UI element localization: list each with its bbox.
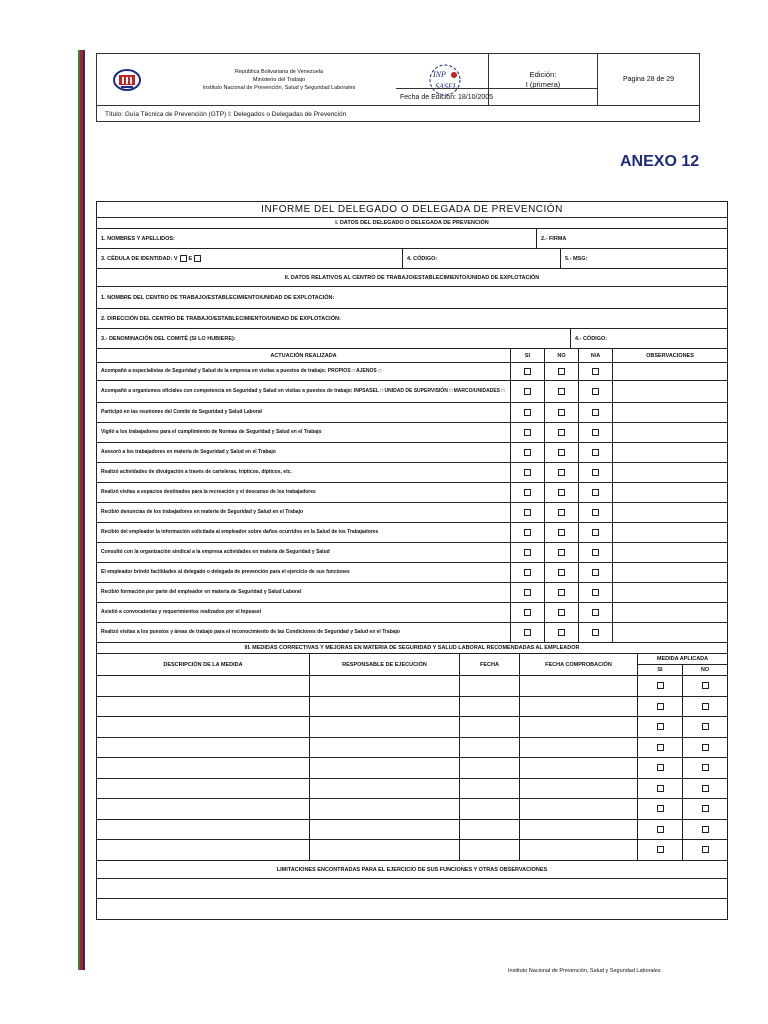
section-2-heading: II. DATOS RELATIVOS AL CENTRO DE TRABAJO/ESTABLECIMIENTO/UNIDAD DE EXPLOTACIÓN <box>97 269 727 287</box>
action-na-cell <box>579 381 613 402</box>
action-label: Acompañó a organismos oficiales con competencia en Seguridad y Salud en visitas a puestos de trabajo: INPSASEL □ UNIDAD DE SUPERVISIÓN □ MARCO/UNIDADES □ <box>97 381 511 402</box>
checkbox-applied-si[interactable] <box>657 723 664 730</box>
table-row <box>97 363 727 381</box>
table-row <box>97 563 727 583</box>
action-label: Consultó con la organización sindical a la empresa actividades en materia de Seguridad y Salud <box>97 543 511 562</box>
measure-description-cell[interactable] <box>97 840 310 860</box>
institute-name: Instituto Nacional de Prevención, Salud y Seguridad Laborales <box>202 84 356 91</box>
workplace-address-field[interactable]: 2. DIRECCIÓN DEL CENTRO DE TRABAJO/ESTABLECIMIENTO/UNIDAD DE EXPLOTACIÓN: <box>101 315 341 322</box>
action-na-cell <box>579 403 613 422</box>
checkbox-applied-no[interactable] <box>702 744 709 751</box>
action-no-cell <box>545 423 579 442</box>
action-no-cell <box>545 403 579 422</box>
checkbox-no[interactable] <box>558 388 565 395</box>
action-no-cell <box>545 563 579 582</box>
checkbox-na[interactable] <box>592 509 599 516</box>
responsible-header: RESPONSABLE DE EJECUCIÓN <box>310 654 460 675</box>
verification-date-cell[interactable] <box>520 799 638 819</box>
svg-text:INP: INP <box>432 69 446 79</box>
checkbox-si[interactable] <box>524 469 531 476</box>
section-1-heading: I. DATOS DEL DELEGADO O DELEGADA DE PREVENCIÓN <box>97 218 727 229</box>
action-na-cell <box>579 483 613 502</box>
checkbox-na[interactable] <box>592 449 599 456</box>
applied-si-cell <box>638 697 683 717</box>
checkbox-na[interactable] <box>592 469 599 476</box>
verification-date-cell[interactable] <box>520 717 638 737</box>
verification-date-cell[interactable] <box>520 779 638 799</box>
action-na-cell <box>579 363 613 380</box>
edition-date: Fecha de Edición: 18/10/2005 <box>396 88 598 106</box>
observations-cell[interactable] <box>613 363 727 380</box>
table-row <box>97 403 727 423</box>
verification-date-cell[interactable] <box>520 738 638 758</box>
measure-description-cell[interactable] <box>97 799 310 819</box>
action-no-cell <box>545 381 579 402</box>
checkbox-si[interactable] <box>524 509 531 516</box>
ministry-logo-icon <box>97 54 157 105</box>
observations-cell[interactable] <box>613 463 727 482</box>
action-si-cell <box>511 423 545 442</box>
applied-no-cell <box>683 676 727 696</box>
action-label: Recibió denuncias de los trabajadores en materia de Seguridad y Salud en el Trabajo <box>97 503 511 522</box>
verification-date-header: FECHA COMPROBACIÓN <box>520 654 638 675</box>
action-no-cell <box>545 623 579 642</box>
id-card-e-label: E <box>188 255 193 262</box>
id-card-label: 3. CÉDULA DE IDENTIDAD: V <box>101 255 178 262</box>
table-row <box>97 676 727 697</box>
date-cell[interactable] <box>460 820 520 840</box>
checkbox-no[interactable] <box>558 549 565 556</box>
action-si-cell <box>511 363 545 380</box>
action-label: Recibió del empleador la información solicitada al empleador sobre daños ocurridos en la Salud de los Trabajadores <box>97 523 511 542</box>
table-row <box>97 799 727 820</box>
table-row <box>97 381 727 403</box>
checkbox-applied-si[interactable] <box>657 764 664 771</box>
applied-si-cell <box>638 758 683 778</box>
id-card-field[interactable] <box>97 249 403 268</box>
table-row <box>97 483 727 503</box>
checkbox-applied-no[interactable] <box>702 723 709 730</box>
applied-no-cell <box>683 738 727 758</box>
applied-si-cell <box>638 840 683 860</box>
code-field[interactable]: 4. CÓDIGO: <box>403 249 561 268</box>
applied-no-cell <box>683 717 727 737</box>
verification-date-cell[interactable] <box>520 758 638 778</box>
action-no-cell <box>545 603 579 622</box>
applied-no-cell <box>683 820 727 840</box>
checkbox-no[interactable] <box>558 629 565 636</box>
measure-description-cell[interactable] <box>97 820 310 840</box>
table-row <box>97 503 727 523</box>
table-row <box>97 583 727 603</box>
table-row <box>97 623 727 643</box>
observations-cell[interactable] <box>613 563 727 582</box>
names-field[interactable]: 1. NOMBRES Y APELLIDOS: <box>97 229 537 248</box>
action-label: Realizó visitas a los puestos y áreas de trabajo para el reconocimiento de las Condiciones de Seguridad y Salud en el Trabajo <box>97 623 511 642</box>
action-si-cell <box>511 483 545 502</box>
checkbox-si[interactable] <box>524 368 531 375</box>
table-row <box>97 603 727 623</box>
si-column-header: SI <box>511 349 545 362</box>
measure-description-cell[interactable] <box>97 676 310 696</box>
country-name: República Bolivariana de Venezuela <box>234 68 324 75</box>
observations-column-header: OBSERVACIONES <box>646 352 694 359</box>
action-label: Acompañó a especialistas de Seguridad y Salud de la empresa en visitas a puestos de trabajo: PROPIOS □ AJENOS □ <box>97 363 511 380</box>
observations-cell[interactable] <box>613 523 727 542</box>
checkbox-na[interactable] <box>592 368 599 375</box>
action-na-cell <box>579 523 613 542</box>
workplace-name-field[interactable]: 1. NOMBRE DEL CENTRO DE TRABAJO/ESTABLECIMIENTO/UNIDAD DE EXPLOTACIÓN: <box>101 294 335 301</box>
checkbox-no[interactable] <box>558 589 565 596</box>
checkbox-applied-no[interactable] <box>702 846 709 853</box>
checkbox-no[interactable] <box>558 569 565 576</box>
checkbox-v[interactable] <box>180 255 187 262</box>
checkbox-applied-si[interactable] <box>657 826 664 833</box>
checkbox-applied-si[interactable] <box>657 846 664 853</box>
responsible-cell[interactable] <box>310 779 460 799</box>
action-label: Realizó actividades de divulgación a través de carteleras, trípticos, dípticos, etc. <box>97 463 511 482</box>
actions-table <box>97 363 727 643</box>
checkbox-si[interactable] <box>524 609 531 616</box>
action-si-cell <box>511 563 545 582</box>
observations-cell[interactable] <box>613 443 727 462</box>
table-row <box>97 758 727 779</box>
observations-cell[interactable] <box>613 403 727 422</box>
checkbox-na[interactable] <box>592 429 599 436</box>
checkbox-no[interactable] <box>558 609 565 616</box>
action-si-cell <box>511 443 545 462</box>
signature-field[interactable]: 2.- FIRMA <box>541 235 567 242</box>
checkbox-applied-si[interactable] <box>657 785 664 792</box>
measure-description-cell[interactable] <box>97 779 310 799</box>
action-si-cell <box>511 463 545 482</box>
measure-description-cell[interactable] <box>97 717 310 737</box>
date-cell[interactable] <box>460 676 520 696</box>
date-header: FECHA <box>460 654 520 675</box>
observations-cell[interactable] <box>613 603 727 622</box>
action-no-cell <box>545 443 579 462</box>
action-si-cell <box>511 583 545 602</box>
checkbox-applied-no[interactable] <box>702 805 709 812</box>
applied-si-cell <box>638 820 683 840</box>
checkbox-na[interactable] <box>592 609 599 616</box>
applied-no-cell <box>683 779 727 799</box>
table-row <box>97 840 727 861</box>
action-no-cell <box>545 583 579 602</box>
decorative-side-stripe <box>78 50 85 970</box>
action-label: Participó en las reuniones del Comité de Seguridad y Salud Laboral <box>97 403 511 422</box>
action-no-cell <box>545 463 579 482</box>
checkbox-applied-no[interactable] <box>702 703 709 710</box>
limitations-line[interactable] <box>97 879 727 898</box>
msg-field[interactable]: 5.- MSG: <box>565 255 588 262</box>
date-cell[interactable] <box>460 717 520 737</box>
edition-value: I (primera) <box>525 79 561 89</box>
delegate-report-form <box>96 201 728 920</box>
action-si-cell <box>511 543 545 562</box>
checkbox-si[interactable] <box>524 489 531 496</box>
checkbox-si[interactable] <box>524 589 531 596</box>
date-cell[interactable] <box>460 840 520 860</box>
table-row <box>97 717 727 738</box>
observations-cell[interactable] <box>613 583 727 602</box>
action-si-cell <box>511 403 545 422</box>
date-cell[interactable] <box>460 758 520 778</box>
checkbox-applied-si[interactable] <box>657 682 664 689</box>
checkbox-applied-no[interactable] <box>702 826 709 833</box>
action-na-cell <box>579 503 613 522</box>
observations-cell[interactable] <box>613 503 727 522</box>
applied-si-header: SI <box>638 665 683 675</box>
action-na-cell <box>579 603 613 622</box>
checkbox-si[interactable] <box>524 569 531 576</box>
observations-cell[interactable] <box>613 381 727 402</box>
checkbox-no[interactable] <box>558 429 565 436</box>
observations-cell[interactable] <box>613 623 727 642</box>
table-row <box>97 820 727 841</box>
applied-no-cell <box>683 840 727 860</box>
ministry-name: Ministerio del Trabajo <box>252 76 306 83</box>
action-si-cell <box>511 523 545 542</box>
table-row <box>97 423 727 443</box>
measure-description-cell[interactable] <box>97 697 310 717</box>
checkbox-si[interactable] <box>524 549 531 556</box>
applied-si-cell <box>638 738 683 758</box>
action-si-cell <box>511 503 545 522</box>
applied-si-cell <box>638 717 683 737</box>
action-na-cell <box>579 543 613 562</box>
checkbox-no[interactable] <box>558 469 565 476</box>
observations-cell[interactable] <box>613 483 727 502</box>
checkbox-na[interactable] <box>592 569 599 576</box>
checkbox-si[interactable] <box>524 529 531 536</box>
applied-si-cell <box>638 779 683 799</box>
form-title: INFORME DEL DELEGADO O DELEGADA DE PREVENCIÓN <box>97 202 727 218</box>
checkbox-no[interactable] <box>558 509 565 516</box>
checkbox-no[interactable] <box>558 409 565 416</box>
measure-applied-label: MEDIDA APLICADA <box>638 654 727 665</box>
footer-text: Instituto Nacional de Prevención, Salud y Seguridad Laborales <box>508 968 661 974</box>
action-si-cell <box>511 623 545 642</box>
applied-no-cell <box>683 799 727 819</box>
table-row <box>97 443 727 463</box>
date-cell[interactable] <box>460 779 520 799</box>
checkbox-na[interactable] <box>592 388 599 395</box>
measure-description-cell[interactable] <box>97 738 310 758</box>
action-si-cell <box>511 603 545 622</box>
measure-description-cell[interactable] <box>97 758 310 778</box>
applied-no-cell <box>683 758 727 778</box>
checkbox-e[interactable] <box>194 255 201 262</box>
section-3-heading: III. MEDIDAS CORRECTIVAS Y MEJORAS EN MATERIA DE SEGURIDAD Y SALUD LABORAL RECOMENDADAS AL EMPLEADOR <box>97 643 727 654</box>
page-number: Pagina 28 de 29 <box>623 76 674 83</box>
responsible-cell[interactable] <box>310 799 460 819</box>
checkbox-si[interactable] <box>524 388 531 395</box>
checkbox-na[interactable] <box>592 489 599 496</box>
checkbox-si[interactable] <box>524 629 531 636</box>
svg-text:SASEL: SASEL <box>434 81 457 91</box>
checkbox-no[interactable] <box>558 449 565 456</box>
measures-table <box>97 676 727 861</box>
checkbox-si[interactable] <box>524 449 531 456</box>
applied-si-cell <box>638 799 683 819</box>
table-row <box>97 697 727 718</box>
action-na-cell <box>579 583 613 602</box>
responsible-cell[interactable] <box>310 758 460 778</box>
verification-date-cell[interactable] <box>520 697 638 717</box>
applied-si-cell <box>638 676 683 696</box>
measure-applied-header <box>638 654 727 675</box>
verification-date-cell[interactable] <box>520 840 638 860</box>
action-na-cell <box>579 563 613 582</box>
table-row <box>97 779 727 800</box>
applied-no-header: NO <box>700 667 710 673</box>
responsible-cell[interactable] <box>310 738 460 758</box>
checkbox-na[interactable] <box>592 529 599 536</box>
checkbox-applied-si[interactable] <box>657 744 664 751</box>
guide-title: Título: Guía Técnica de Prevención (GTP) I: Delegados o Delegadas de Prevención <box>105 110 347 118</box>
action-label: Realizó visitas a espacios destinados para la recreación y el descanso de los trabajadores <box>97 483 511 502</box>
table-row <box>97 543 727 563</box>
checkbox-applied-no[interactable] <box>702 764 709 771</box>
checkbox-na[interactable] <box>592 629 599 636</box>
table-row <box>97 738 727 759</box>
action-no-cell <box>545 483 579 502</box>
action-label: Vigiló a los trabajadores para el cumplimiento de Normas de Seguridad y Salud en el Trabajo <box>97 423 511 442</box>
applied-no-cell <box>683 697 727 717</box>
checkbox-applied-no[interactable] <box>702 682 709 689</box>
action-si-cell <box>511 381 545 402</box>
table-row <box>97 523 727 543</box>
action-na-cell <box>579 423 613 442</box>
committee-field[interactable]: 3.- DENOMINACIÓN DEL COMITÉ (SI LO HUBIERE): <box>97 329 571 348</box>
table-row <box>97 463 727 483</box>
action-na-cell <box>579 623 613 642</box>
observations-cell[interactable] <box>613 423 727 442</box>
limitations-line[interactable] <box>97 899 727 919</box>
action-no-cell <box>545 363 579 380</box>
edition-label: Edición: <box>529 69 557 79</box>
action-no-cell <box>545 523 579 542</box>
action-na-cell <box>579 463 613 482</box>
section-4-heading: LIMITACIONES ENCONTRADAS PARA EL EJERCICIO DE SUS FUNCIONES Y OTRAS OBSERVACIONES <box>97 861 727 879</box>
action-no-cell <box>545 503 579 522</box>
action-label: Recibió formación por parte del empleador en materia de Seguridad y Salud Laboral <box>97 583 511 602</box>
checkbox-na[interactable] <box>592 549 599 556</box>
date-cell[interactable] <box>460 738 520 758</box>
na-column-header: N/A <box>579 349 613 362</box>
committee-code-field[interactable]: 4.- CÓDIGO: <box>575 335 608 342</box>
checkbox-applied-si[interactable] <box>657 703 664 710</box>
verification-date-cell[interactable] <box>520 820 638 840</box>
action-no-cell <box>545 543 579 562</box>
annex-title: ANEXO 12 <box>620 153 700 170</box>
date-cell[interactable] <box>460 697 520 717</box>
responsible-cell[interactable] <box>310 840 460 860</box>
action-label: El empleador brindó facilidades al delegado o delegada de prevención para el ejercicio de sus funciones <box>97 563 511 582</box>
checkbox-na[interactable] <box>592 409 599 416</box>
checkbox-na[interactable] <box>592 589 599 596</box>
responsible-cell[interactable] <box>310 717 460 737</box>
checkbox-applied-no[interactable] <box>702 785 709 792</box>
checkbox-no[interactable] <box>558 368 565 375</box>
responsible-cell[interactable] <box>310 820 460 840</box>
date-cell[interactable] <box>460 799 520 819</box>
action-na-cell <box>579 443 613 462</box>
measure-description-header: DESCRIPCIÓN DE LA MEDIDA <box>97 654 310 675</box>
action-label: Asesoró a los trabajadores en materia de Seguridad y Salud en el Trabajo <box>97 443 511 462</box>
checkbox-no[interactable] <box>558 489 565 496</box>
action-label: Asistió a convocatorias y requerimientos realizados por el Inpsasel <box>97 603 511 622</box>
verification-date-cell[interactable] <box>520 676 638 696</box>
checkbox-applied-si[interactable] <box>657 805 664 812</box>
action-column-header: ACTUACIÓN REALIZADA <box>97 349 511 362</box>
checkbox-si[interactable] <box>524 429 531 436</box>
responsible-cell[interactable] <box>310 676 460 696</box>
observations-cell[interactable] <box>613 543 727 562</box>
checkbox-si[interactable] <box>524 409 531 416</box>
checkbox-no[interactable] <box>558 529 565 536</box>
no-column-header: NO <box>545 349 579 362</box>
responsible-cell[interactable] <box>310 697 460 717</box>
